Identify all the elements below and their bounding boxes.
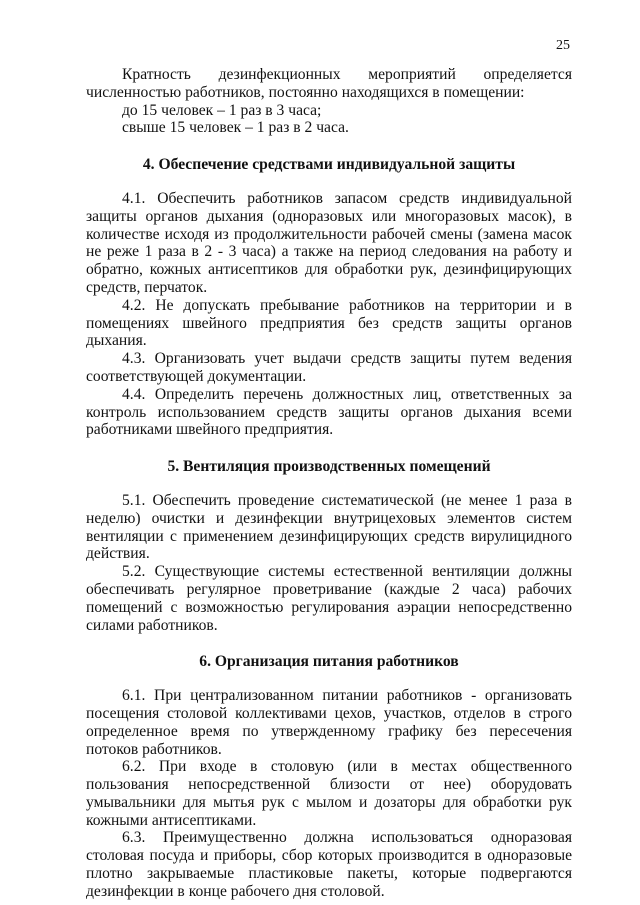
document-body [86,66,572,901]
section-6-item-2: 6.2. При входе в столовую (или в местах общественного пользования непосредственной близости от нее) оборудовать умывальники для мытья рук с мылом и дозаторы для обработки рук кожными антисептиками. [86,758,572,829]
section-4-item-2: 4.2. Не допускать пребывание работников на территории и в помещениях швейного предприятия без средств защиты органов дыхания. [86,296,572,350]
section-4-item-4: 4.4. Определить перечень должностных лиц, ответственных за контроль использованием средств защиты органов дыхания всеми работниками швейного предприятия. [86,385,572,439]
section-4-item-1: 4.1. Обеспечить работников запасом средств индивидуальной защиты органов дыхания (одноразовых или многоразовых масок), в количестве исходя из продолжительности рабочей смены (замена масок не реже 1 раза в 2 - 3 часа) а также на период следования на работу и обратно, кожных антисептиков для обработки рук, дезинфицирующих средств, перчаток. [86,189,572,296]
intro-line-2: свыше 15 человек – 1 раз в 2 часа. [122,119,349,137]
section-4-item-3: 4.3. Организовать учет выдачи средств защиты путем ведения соответствующей документации. [86,350,572,385]
section-4-heading: 4. Обеспечение средствами индивидуальной защиты [142,156,516,174]
section-5-item-2: 5.2. Существующие системы естественной вентиляции должны обеспечивать регулярное проветривание (каждые 2 часа) рабочих помещений с возможностью регулирования аэрации непосредственно силами работников. [86,563,572,634]
page-number: 25 [556,38,570,53]
intro-paragraph: Кратность дезинфекционных мероприятий определяется численностью работников, постоянно находящихся в помещении: [86,66,572,101]
section-6-item-3: 6.3. Преимущественно должна использоваться одноразовая столовая посуда и приборы, сбор которых производится в одноразовые плотно закрываемые пластиковые пакеты, которые подвергаются дезинфекции в конце рабочего дня столовой. [86,829,572,900]
section-5-item-1: 5.1. Обеспечить проведение систематической (не менее 1 раза в неделю) очистки и дезинфекции внутрицеховых элементов систем вентиляции с применением дезинфицирующих средств вирулицидного действия. [86,491,572,563]
intro-line-1: до 15 человек – 1 раз в 3 часа; [122,101,322,119]
section-5-heading: 5. Вентиляция производственных помещений [167,458,491,476]
section-6-heading: 6. Организация питания работников [199,653,459,671]
section-6-item-1: 6.1. При централизованном питании работников - организовать посещения столовой коллективами цехов, участков, отделов в строго определенное время по утвержденному графику без пересечения потоков работников. [86,687,572,758]
